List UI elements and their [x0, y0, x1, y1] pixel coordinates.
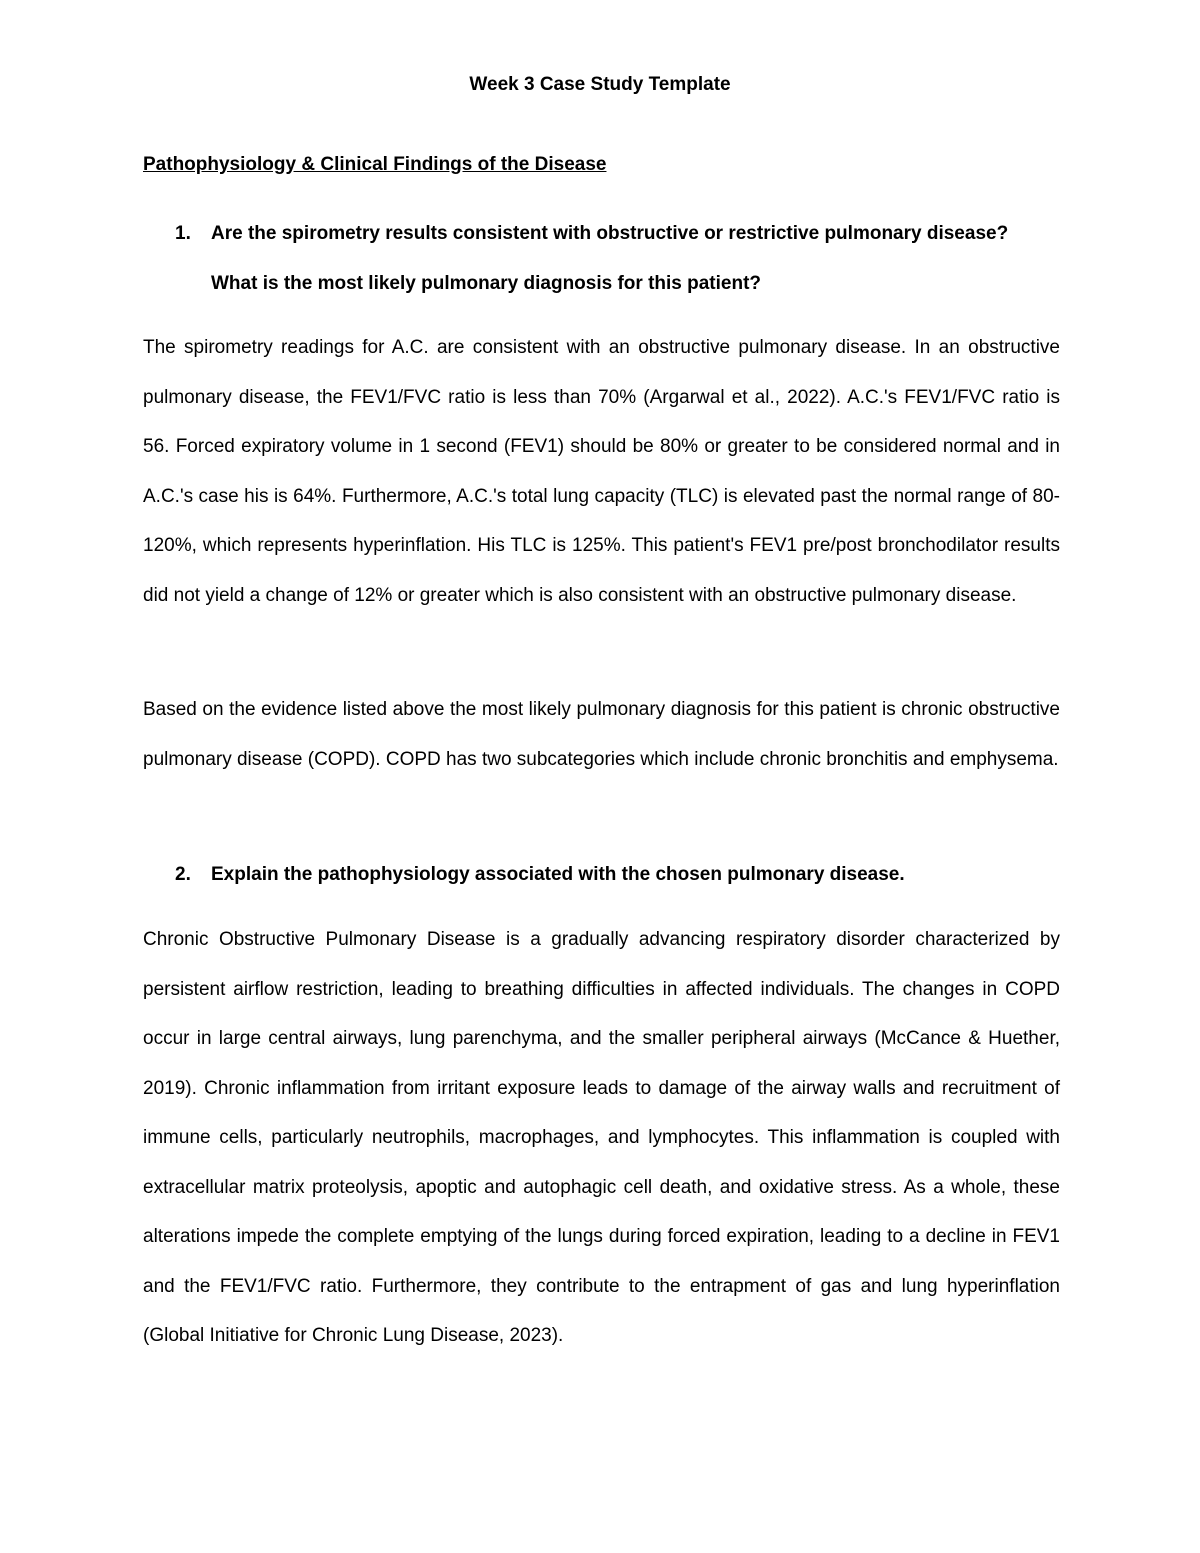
answer-2-paragraph: Chronic Obstructive Pulmonary Disease is a gradually advancing respiratory disorder characterized by persistent airflow restriction, leading to breathing difficulties in affected individuals. The changes in COPD occur in large central airways, lung parenchyma, and the smaller peripheral airways (McCance & Huether, 2019). Chronic inflammation from irritant exposure leads to damage of the airway walls and recruitment of immune cells, particularly neutrophils, macrophages, and lymphocytes. This inflammation is coupled with extracellular matrix proteolysis, apoptic and autophagic cell death, and oxidative stress. As a whole, these alterations impede the complete emptying of the lungs during forced expiration, leading to a decline in FEV1 and the FEV1/FVC ratio. Furthermore, they contribute to the entrapment of gas and lung hyperinflation (Global Initiative for Chronic Lung Disease, 2023). [143, 929, 1060, 1346]
question-2-text: Explain the pathophysiology associated with the chosen pulmonary disease. [211, 864, 905, 885]
question-2 [143, 850, 1043, 900]
question-2-number: 2. [175, 864, 191, 885]
answer-1-paragraph-1: The spirometry readings for A.C. are consistent with an obstructive pulmonary disease. In an obstructive pulmonary disease, the FEV1/FVC ratio is less than 70% (Argarwal et al., 2022). A.C.'s FEV1/FVC ratio is 56. Forced expiratory volume in 1 second (FEV1) should be 80% or greater to be considered normal and in A.C.'s case his is 64%. Furthermore, A.C.'s total lung capacity (TLC) is elevated past the normal range of 80-120%, which represents hyperinflation. His TLC is 125%. This patient's FEV1 pre/post bronchodilator results did not yield a change of 12% or greater which is also consistent with an obstructive pulmonary disease. [143, 337, 1060, 606]
section-heading: Pathophysiology & Clinical Findings of the Disease [143, 154, 607, 175]
question-1 [143, 209, 1043, 309]
answer-1-paragraph-2: Based on the evidence listed above the most likely pulmonary diagnosis for this patient is chronic obstructive pulmonary disease (COPD). COPD has two subcategories which include chronic bronchitis and emphysema. [143, 699, 1060, 770]
question-1-number: 1. [175, 223, 191, 244]
question-1-text: Are the spirometry results consistent with obstructive or restrictive pulmonary disease? What is the most likely pulmonary diagnosis for this patient? [211, 223, 1009, 294]
document-title: Week 3 Case Study Template [469, 74, 731, 95]
